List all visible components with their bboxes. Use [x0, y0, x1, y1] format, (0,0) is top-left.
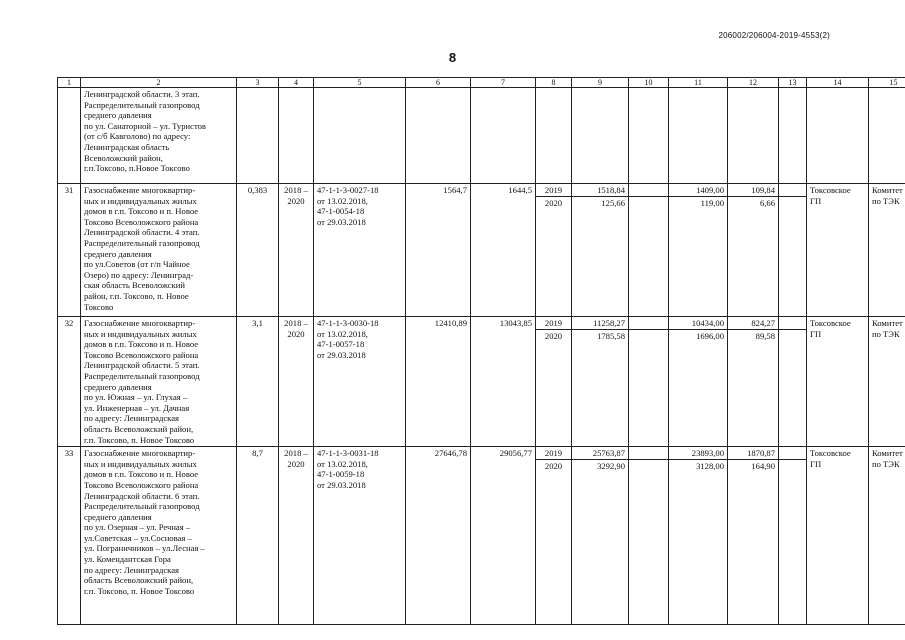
cell-total-2020: 3292,90 [597, 461, 625, 472]
cell-divider [629, 317, 668, 330]
cell-description: Газоснабжение многоквартир- ных и индивидуальных жилых домов в г.п. Токсово и п. Новое Токсово Всеволожского района Ленинградской области. 6 этап. Распределительный газопровод среднего давления по ул. Озерная – ул. Речная – ул.Советская – ул.Сосновая – ул. Пограничников – ул.Лесная – ул. Комендантская Гора по адресу: Ленинградская область Всеволожский район, г.п. Токсово, п. Новое Токсово [81, 447, 237, 625]
cell-empty [536, 88, 572, 184]
table-row [58, 317, 905, 447]
cell-col10 [629, 447, 669, 625]
header-cell: 3 [237, 78, 279, 88]
cell-executor: Комитет по ТЭК [869, 447, 905, 625]
cell-description: Газоснабжение многоквартир- ных и индивидуальных жилых домов в г.п. Токсово и п. Новое Токсово Всеволожского района Ленинградской области. 4 этап. Распределительный газопровод среднего давления по ул.Советов (от г/п Чайное Озеро) по адресу: Ленинград- ская область Всеволожский район, г.п. Токсово, п. Новое Токсово [81, 184, 237, 317]
cell-docs: 47-1-1-3-0030-18 от 13.02.2018, 47-1-0057-18 от 29.03.2018 [314, 317, 406, 447]
cell-regional-2019: 1409,00 [669, 184, 727, 197]
cell-regional-2020: 1696,00 [696, 331, 724, 341]
cell-col6: 27646,78 [406, 447, 471, 625]
header-cell: 1 [58, 78, 81, 88]
cell-empty [471, 88, 536, 184]
table-row-continuation [58, 88, 905, 184]
cell-col7: 1644,5 [471, 184, 536, 317]
cell-col13 [779, 447, 807, 625]
cell-empty [629, 88, 669, 184]
cell-empty [728, 88, 779, 184]
cell-col6: 1564,7 [406, 184, 471, 317]
cell-total [572, 184, 629, 317]
header-cell: 7 [471, 78, 536, 88]
cell-col6: 12410,89 [406, 317, 471, 447]
program-table [57, 77, 905, 625]
cell-total-2019: 25763,87 [572, 447, 628, 460]
header-cell: 6 [406, 78, 471, 88]
cell-divider [629, 184, 668, 197]
cell-year-2020: 2020 [544, 461, 563, 472]
header-cell: 13 [779, 78, 807, 88]
cell-empty [406, 88, 471, 184]
cell-regional-2019: 10434,00 [669, 317, 727, 330]
cell-docs: 47-1-1-3-0031-18 от 13.02.2018, 47-1-0059-18 от 29.03.2018 [314, 447, 406, 625]
cell-municipality: Токсовское ГП [807, 317, 869, 447]
cell-local [728, 447, 779, 625]
cell-empty [779, 88, 807, 184]
cell-year [536, 184, 572, 317]
cell-empty [572, 88, 629, 184]
cell-empty [807, 88, 869, 184]
cell-years: 2018 – 2020 [279, 184, 314, 317]
cell-col7: 29056,77 [471, 447, 536, 625]
cell-empty [279, 88, 314, 184]
header-cell: 8 [536, 78, 572, 88]
table-row [58, 184, 905, 317]
cell-local-2019: 109,84 [728, 184, 778, 197]
cell-empty [237, 88, 279, 184]
header-cell: 15 [869, 78, 905, 88]
cell-regional [669, 447, 728, 625]
cell-year-2020: 2020 [544, 198, 563, 208]
cell-total-2019: 1518,84 [572, 184, 628, 197]
cell-description: Газоснабжение многоквартир- ных и индивидуальных жилых домов в г.п. Токсово и п. Новое Токсово Всеволожского района Ленинградской области. 5 этап. Распределительный газопровод среднего давления по ул. Южная – ул. Глухая – ул. Инженерная – ул. Дачная по адресу: Ленинградская область Всеволожский район, г.п. Токсово, п. Новое Токсово [81, 317, 237, 447]
cell-empty [869, 88, 905, 184]
header-cell: 9 [572, 78, 629, 88]
cell-num [58, 88, 81, 184]
cell-total-2019: 11258,27 [572, 317, 628, 330]
cell-local [728, 184, 779, 317]
cell-length: 0,383 [237, 184, 279, 317]
cell-divider [779, 447, 806, 460]
cell-num: 33 [58, 447, 81, 625]
page-number: 8 [448, 50, 457, 65]
cell-total-2020: 125,66 [601, 198, 625, 208]
cell-regional [669, 184, 728, 317]
cell-empty [314, 88, 406, 184]
header-cell: 12 [728, 78, 779, 88]
cell-col10 [629, 317, 669, 447]
cell-year [536, 447, 572, 625]
cell-length: 8,7 [237, 447, 279, 625]
cell-local-2019: 1870,87 [728, 447, 778, 460]
cell-col10 [629, 184, 669, 317]
header-cell: 10 [629, 78, 669, 88]
cell-total-2020: 1785,58 [597, 331, 625, 341]
header-cell: 2 [81, 78, 237, 88]
cell-total [572, 317, 629, 447]
cell-divider [779, 317, 806, 330]
cell-divider [629, 447, 668, 460]
cell-col13 [779, 317, 807, 447]
cell-year-2019: 2019 [536, 184, 571, 197]
cell-local-2019: 824,27 [728, 317, 778, 330]
header-cell: 5 [314, 78, 406, 88]
document-number: 206002/206004-2019-4553(2) [718, 31, 830, 40]
cell-local-2020: 89,58 [755, 331, 775, 341]
header-row [58, 78, 905, 88]
header-cell: 11 [669, 78, 728, 88]
cell-divider [779, 184, 806, 197]
cell-year-2020: 2020 [544, 331, 563, 341]
cell-local-2020: 164,90 [751, 461, 775, 472]
cell-year [536, 317, 572, 447]
cell-regional [669, 317, 728, 447]
cell-local [728, 317, 779, 447]
cell-total [572, 447, 629, 625]
cell-local-2020: 6,66 [759, 198, 775, 208]
cell-docs: 47-1-1-3-0027-18 от 13.02.2018, 47-1-0054-18 от 29.03.2018 [314, 184, 406, 317]
cell-empty [669, 88, 728, 184]
table-row [58, 447, 905, 625]
cell-municipality: Токсовское ГП [807, 447, 869, 625]
cell-regional-2020: 119,00 [700, 198, 724, 208]
cell-num: 32 [58, 317, 81, 447]
cell-description: Ленинградской области. 3 этап. Распределительный газопровод среднего давления по ул. Санаторной – ул. Туристов (от с/б Кавголово) по адресу: Ленинградская область Всеволожский район, г.п.Токсово, п.Новое Токсово [81, 88, 237, 184]
cell-years: 2018 – 2020 [279, 447, 314, 625]
cell-col7: 13043,85 [471, 317, 536, 447]
cell-years: 2018 – 2020 [279, 317, 314, 447]
header-cell: 14 [807, 78, 869, 88]
cell-regional-2019: 23893,00 [669, 447, 727, 460]
cell-regional-2020: 3128,00 [696, 461, 724, 472]
cell-col13 [779, 184, 807, 317]
cell-length: 3,1 [237, 317, 279, 447]
cell-municipality: Токсовское ГП [807, 184, 869, 317]
header-cell: 4 [279, 78, 314, 88]
cell-num: 31 [58, 184, 81, 317]
cell-year-2019: 2019 [536, 317, 571, 330]
cell-executor: Комитет по ТЭК [869, 317, 905, 447]
cell-executor: Комитет по ТЭК [869, 184, 905, 317]
cell-year-2019: 2019 [536, 447, 571, 460]
